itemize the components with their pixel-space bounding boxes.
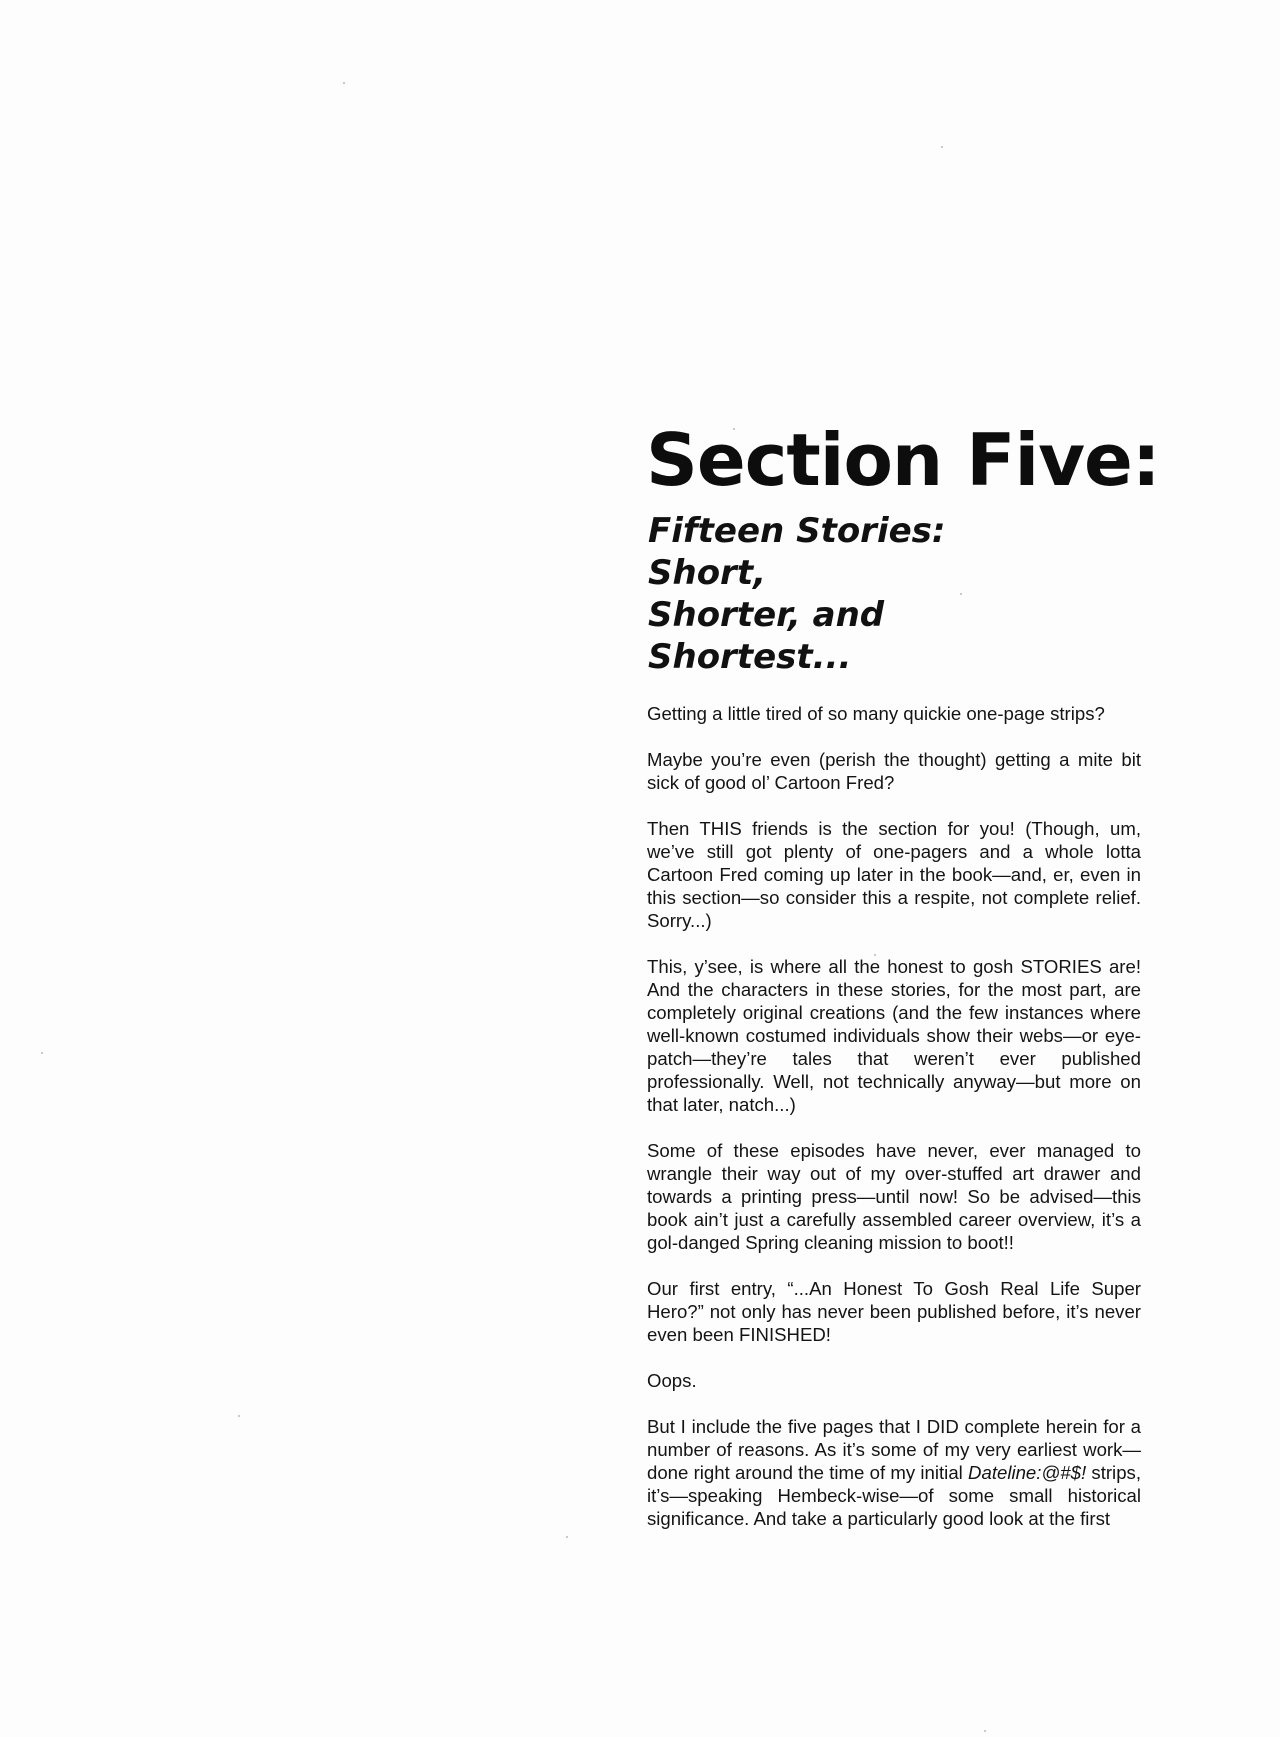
scan-speck <box>343 82 345 84</box>
section-title: Section Five: <box>646 418 1160 502</box>
paragraph: This, y’see, is where all the honest to gosh STORIES are! And the characters in these stories, for the most part, are completely original creations (and the few instances where well-known costumed individuals show their webs—or eye-patch—they’re tales that weren’t ever published professionally. Well, not technically anyway—but more on that later, natch...) <box>647 956 1141 1115</box>
paragraph: Getting a little tired of so many quickie one-page strips? <box>647 703 1105 724</box>
intro-text <box>647 702 1141 1530</box>
paragraph: Our first entry, “...An Honest To Gosh Real Life Super Hero?” not only has never been published before, it’s never even been FINISHED! <box>647 1278 1141 1345</box>
scan-speck <box>238 1415 240 1417</box>
paragraph: Maybe you’re even (perish the thought) getting a mite bit sick of good ol’ Cartoon Fred? <box>647 749 1141 793</box>
section-heading <box>646 418 1206 678</box>
paragraph-text: But I include the five pages that I DID complete herein for a number of reasons. As it’s some of my very earliest work—done right around the time of my initial <box>647 1416 1141 1483</box>
subtitle-line-2: Shorter, and Shortest... <box>648 595 885 677</box>
paragraph: Some of these episodes have never, ever managed to wrangle their way out of my over-stuffed art drawer and towards a printing press—until now! So be advised—this book ain’t just a carefully assembled career overview, it’s a gol-danged Spring cleaning mission to boot!! <box>647 1140 1141 1253</box>
scan-speck <box>941 146 943 148</box>
scan-speck <box>41 1052 43 1054</box>
paragraph: Then THIS friends is the section for you! (Though, um, we’ve still got plenty of one-pagers and a whole lotta Cartoon Fred coming up later in the book—and, er, even in this section—so consider this a respite, not complete relief. Sorry...) <box>647 818 1141 931</box>
subtitle-line-1: Fifteen Stories: Short, <box>648 511 946 593</box>
book-title: Dateline:@#$! <box>968 1462 1087 1483</box>
section-subtitle <box>648 510 1068 678</box>
scan-speck <box>566 1536 568 1538</box>
paragraph: Oops. <box>647 1370 697 1391</box>
paragraph-text: strips, it’s—speaking Hembeck-wise—of some small historical significance. And take a particularly good look at the first <box>647 1462 1141 1529</box>
paragraph-last <box>647 1415 1141 1530</box>
scan-speck <box>984 1730 986 1732</box>
